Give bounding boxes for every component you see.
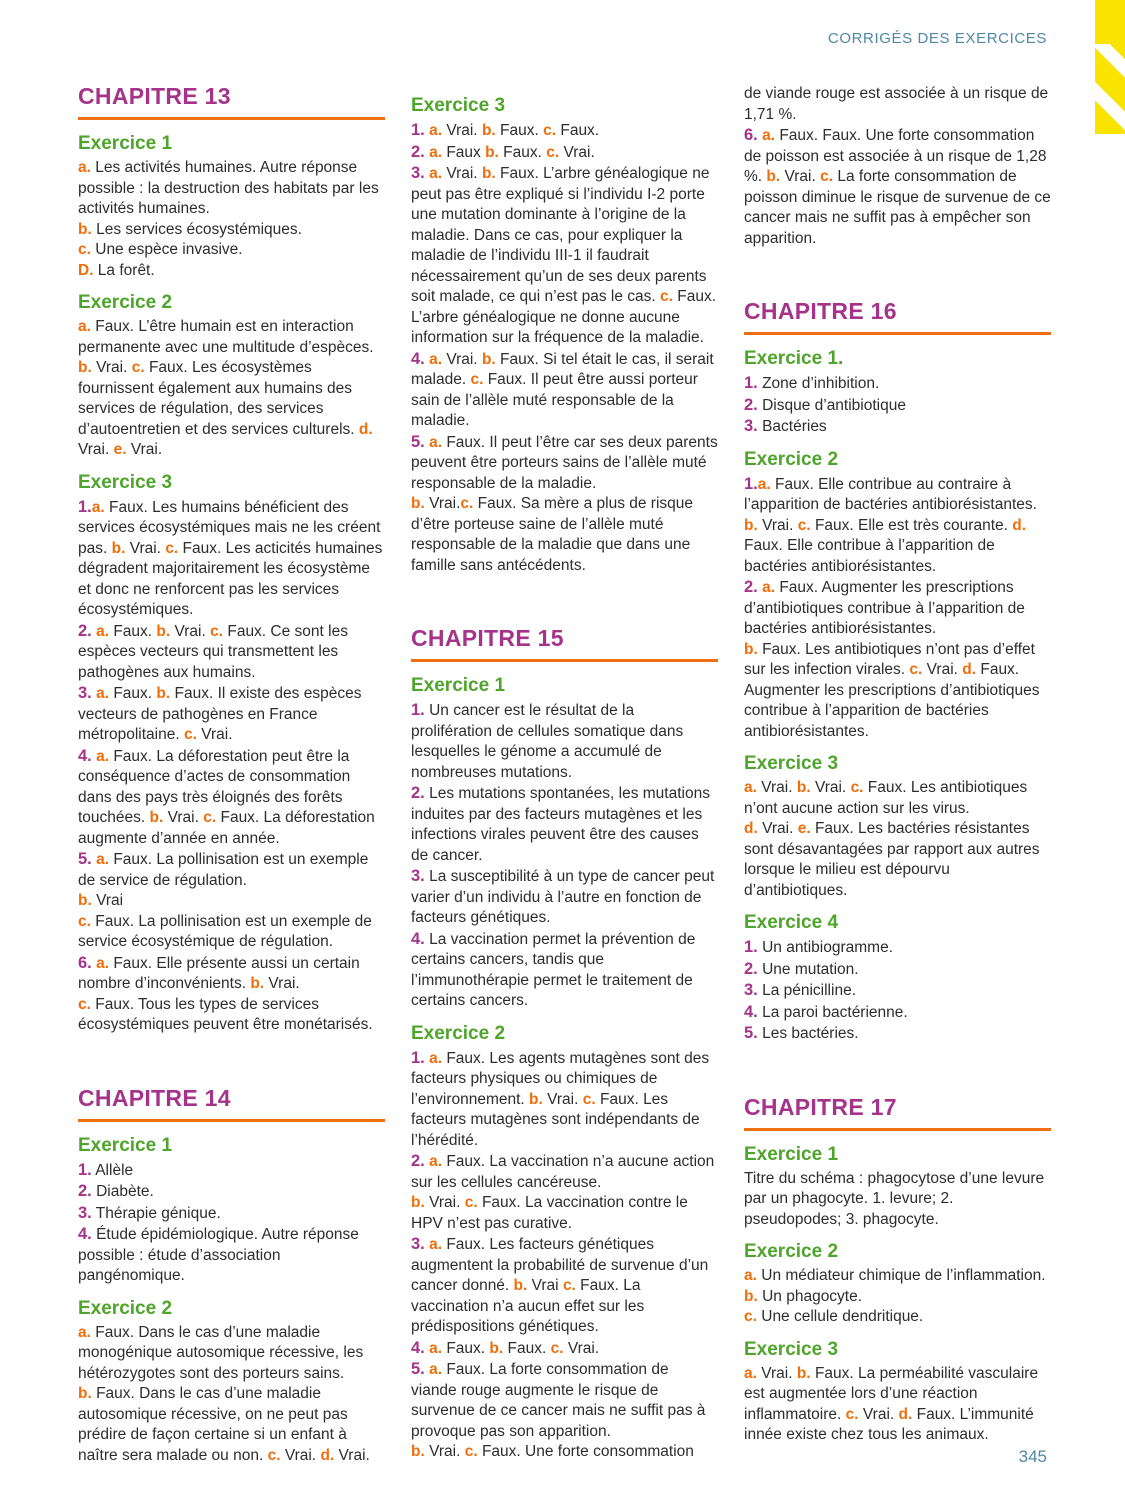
answer-letter: a. (744, 779, 757, 796)
answer-paragraph: 5. a. Faux. La pollinisation est un exemple de service de régulation. (78, 850, 369, 889)
answer-letter: c. (267, 1446, 281, 1464)
answer-letter: a. (762, 127, 776, 144)
answer-number: 3. (78, 1203, 92, 1222)
answer-letter: c. (543, 122, 557, 139)
answer-letter: d. (358, 420, 373, 438)
answer-paragraph: 5. Les bactéries. (744, 1024, 859, 1042)
answer-letter: a. (429, 433, 443, 451)
exercise-heading: Exercice 2 (78, 1297, 173, 1319)
answer-number: 1. (411, 121, 425, 139)
answer-paragraph: 1. Un antibiogramme. (744, 938, 894, 956)
answer-letter: c. (203, 809, 217, 826)
answer-letter: c. (562, 1277, 576, 1294)
answer-letter: b. (744, 516, 758, 534)
exercise-heading: Exercice 3 (744, 753, 839, 774)
answer-letter: b. (111, 539, 126, 557)
answer-letter: c. (78, 241, 91, 258)
answer-paragraph: d. Vrai. e. Faux. Les bactéries résistantes sont désavantagées par rapport aux autres lorsque le milieu est dépourvu d’antibiotiques. (744, 820, 1040, 899)
answer-letter: a. (429, 165, 443, 182)
answer-letter: b. (411, 495, 425, 512)
answer-letter: c. (131, 359, 145, 376)
answer-paragraph: 3. La susceptibilité à un type de cancer peut varier d’un individu à l’autre en fonction de facteurs génétiques. (411, 867, 715, 926)
exercise-heading: Exercice 3 (78, 471, 173, 493)
answer-paragraph: 4. La vaccination permet la prévention de certains cancers, tandis que l’immunothérapie permet le traitement de certains cancers. (411, 929, 696, 1009)
exercise-heading: Exercice 1. (744, 348, 844, 369)
answer-paragraph: a. Un médiateur chimique de l’inflammation. b. Un phagocyte. (744, 1267, 1046, 1305)
answer-paragraph: b. Vrai. c. Faux. La vaccination contre le HPV n’est pas curative. (411, 1194, 688, 1232)
answer-letter: a. (96, 954, 110, 972)
answer-number: 5. (411, 1360, 425, 1378)
answer-paragraph: a. Vrai. b. Vrai. c. Faux. Les antibiotiques n’ont aucune action sur les virus. (744, 779, 1028, 817)
answer-paragraph: 6. a. Faux. Faux. Une forte consommation de poisson est associée à un risque de 1,28 %. b. Vrai. c. La forte consommation de poisson diminue le risque de survenue de ce cancer mais ne suffit pas à empêcher son apparition. (744, 126, 1051, 247)
answer-letter: b. (481, 122, 496, 139)
answer-letter: a. (429, 1339, 443, 1357)
answer-letter: c. (460, 495, 474, 512)
answer-letter: c. (183, 726, 197, 743)
answer-number: 2. (411, 1152, 425, 1170)
answer-paragraph: b. Faux. Les antibiotiques n’ont pas d’effet sur les infection virales. c. Vrai. d. Faux. Augmenter les prescriptions d’antibiotiques contribue à l’apparition de bactéries antibiorésistantes. (744, 640, 1040, 740)
answer-letter: a. (762, 579, 776, 596)
answer-paragraph: a. Faux. L’être humain est en interaction permanente avec une multitude d’espèces. b. Vrai. c. Faux. Les écosystèmes fournissent également aux humains des services de régulation, des services d’autoentretien et des services culturels. d. Vrai. e. Vrai. (78, 318, 374, 458)
exercise-heading: Exercice 2 (744, 1241, 839, 1262)
answer-paragraph: 3. Thérapie génique. (78, 1203, 221, 1222)
answer-paragraph: 2. a. Faux. b. Vrai. c. Faux. Ce sont les espèces vecteurs qui transmettent les pathogènes aux humains. (78, 621, 348, 681)
answer-number: 5. (411, 432, 425, 451)
answer-number: 4. (744, 1002, 758, 1021)
answer-letter: d. (1012, 516, 1027, 534)
answer-letter: b. (489, 1339, 504, 1357)
answer-letter: c. (78, 995, 91, 1013)
answer-paragraph: 2. a. Faux. Augmenter les prescriptions d’antibiotiques contribue à l’apparition de bactéries antibiorésistantes. (744, 578, 1025, 637)
exercise-heading: Exercice 2 (744, 448, 839, 470)
answer-paragraph: 2. Une mutation. (744, 959, 859, 978)
answer-number: 3. (78, 684, 92, 702)
answer-number: 1. (78, 1160, 92, 1179)
answer-paragraph: a. Faux. Dans le cas d’une maladie monogénique autosomique récessive, les hétérozygotes sont des porteurs sains. (78, 1323, 364, 1382)
answer-number: 3. (411, 867, 425, 885)
answer-number: 4. (411, 929, 425, 948)
exercise-heading: Exercice 3 (411, 95, 506, 116)
answer-letter: c. (909, 661, 923, 678)
ribbon-stripes-icon (1095, 0, 1125, 134)
answer-paragraph: b. Vrai (78, 892, 124, 909)
answer-paragraph: b. Vrai.c. Faux. Sa mère a plus de risque d’être porteuse saine de l’allèle muté responsable de la maladie que dans une famille sans antécédents. (411, 495, 694, 574)
answer-paragraph: a. Les activités humaines. Autre réponse possible : la destruction des habitats par les activités humaines. (78, 159, 379, 217)
exercise-heading: Exercice 1 (411, 675, 506, 696)
answer-paragraph: 4. a. Faux. La déforestation peut être la conséquence d’actes de consommation dans des pays très éloignés des forêts touchées. b. Vrai. c. Faux. La déforestation augmente d’année en année. (78, 746, 375, 847)
answer-letter: c. (546, 143, 560, 161)
answer-paragraph: c. Faux. Tous les types de services écosystémiques peuvent être monétarisés. (78, 995, 373, 1033)
answer-letter: c. (744, 1308, 757, 1325)
answer-letter: b. (250, 975, 265, 992)
answer-letter: b. (796, 1364, 811, 1382)
answer-paragraph: de viande rouge est associée à un risque de 1,71 %. (744, 85, 1049, 123)
answer-letter: b. (78, 220, 92, 238)
answer-number: 1. (411, 701, 425, 719)
chapter-heading: CHAPITRE 14 (78, 1086, 385, 1122)
answer-number: 2. (744, 395, 758, 414)
answer-paragraph: D. La forêt. (78, 261, 155, 279)
answer-paragraph: 4. a. Faux. b. Faux. c. Vrai. (411, 1338, 600, 1357)
answer-letter: c. (582, 1090, 596, 1108)
answer-letter: b. (411, 1443, 425, 1460)
answer-paragraph: 1.a. Faux. Les humains bénéficient des services écosystémiques mais ne les créent pas. b. Vrai. c. Faux. Les acticités humaines dégradent majoritairement les écosystème et donc ne renforcent pas les services écosystémiques. (78, 497, 383, 618)
content-columns (78, 84, 1051, 1466)
answer-letter: d. (744, 820, 758, 837)
answer-letter: c. (464, 1194, 478, 1211)
answer-number: 5. (744, 1024, 758, 1042)
answer-number: 3. (744, 417, 758, 435)
answer-number: 1. (78, 497, 92, 516)
answer-letter: D. (78, 261, 94, 279)
answer-letter: b. (744, 640, 758, 658)
answer-letter: c. (797, 516, 811, 534)
exercise-heading: Exercice 1 (744, 1143, 839, 1165)
answer-letter: d. (320, 1446, 335, 1464)
answer-letter: c. (660, 288, 673, 305)
answer-number: 3. (411, 1235, 425, 1253)
exercise-heading: Exercice 3 (744, 1338, 839, 1360)
answer-letter: a. (429, 1153, 443, 1170)
answer-paragraph: 3. La pénicilline. (744, 981, 856, 999)
answer-number: 2. (78, 1182, 92, 1200)
chapter-heading: CHAPITRE 16 (744, 299, 1051, 335)
answer-paragraph: 1. Un cancer est le résultat de la prolifération de cellules somatique dans lesquelles le génome a accumulé de nombreuses mutations. (411, 701, 684, 781)
answer-letter: a. (429, 143, 443, 161)
answer-letter: a. (96, 622, 110, 640)
answer-paragraph: 3. a. Faux. Les facteurs génétiques augmentent la probabilité de survenue d’un cancer donné. b. Vrai c. Faux. La vaccination n’a aucun effet sur les prédispositions génétiques. (411, 1235, 709, 1335)
answer-paragraph: 3. Bactéries (744, 417, 827, 435)
answer-paragraph: c. Une espèce invasive. (78, 241, 243, 258)
answer-number: 1. (411, 1048, 425, 1067)
answer-paragraph: b. Faux. Dans le cas d’une maladie autosomique récessive, on ne peut pas prédire de façon certaine si un enfant à naître sera malade ou non. c. Vrai. d. Vrai. (78, 1385, 370, 1464)
answer-number: 2. (744, 578, 758, 596)
answer-letter: b. (411, 1194, 425, 1211)
answer-letter: b. (529, 1090, 543, 1108)
answer-paragraph: 3. a. Faux. b. Faux. Il existe des espèces vecteurs de pathogènes en France métropolitaine. c. Vrai. (78, 684, 362, 743)
answer-letter: b. (78, 359, 92, 376)
column-2 (411, 84, 718, 1466)
answer-number: 4. (411, 349, 425, 368)
answer-paragraph: 1. Zone d’inhibition. (744, 374, 880, 392)
answer-letter: a. (744, 1364, 757, 1382)
answer-paragraph: 1.a. Faux. Elle contribue au contraire à l’apparition de bactéries antibiorésistantes. b. Vrai. c. Faux. Elle est très courante. d. Faux. Elle contribue à l’apparition de bactéries antibiorésistantes. (744, 474, 1037, 575)
answer-paragraph: b. Les services écosystémiques. (78, 220, 302, 238)
running-head: CORRIGÉS DES EXERCICES (827, 30, 1047, 47)
answer-letter: b. (149, 809, 164, 826)
answer-paragraph: 6. a. Faux. Elle présente aussi un certain nombre d’inconvénients. b. Vrai. (78, 953, 360, 992)
answer-paragraph: 1. Allèle (78, 1160, 134, 1179)
answer-letter: b. (481, 165, 496, 182)
answer-letter: a. (429, 350, 443, 368)
column-3 (744, 84, 1051, 1466)
answer-letter: e. (113, 441, 127, 458)
answer-number: 4. (78, 746, 92, 765)
answer-paragraph: 2. a. Faux b. Faux. c. Vrai. (411, 142, 595, 161)
answer-letter: e. (797, 820, 811, 837)
answer-letter: c. (845, 1405, 859, 1423)
answer-number: 1. (744, 374, 758, 392)
answer-number: 3. (744, 981, 758, 999)
answer-letter: a. (429, 1049, 443, 1067)
answer-number: 2. (411, 142, 425, 161)
answer-letter: a. (757, 475, 771, 493)
answer-letter: b. (513, 1277, 528, 1294)
answer-letter: c. (78, 912, 91, 930)
answer-letter: c. (850, 779, 864, 796)
answer-paragraph: a. Vrai. b. Faux. La perméabilité vasculaire est augmentée lors d’une réaction inflammatoire. c. Vrai. d. Faux. L’immunité innée existe chez tous les animaux. (744, 1364, 1039, 1443)
answer-paragraph: 4. Étude épidémiologique. Autre réponse possible : étude d’association pangénomique. (78, 1225, 359, 1284)
column-1 (78, 84, 385, 1466)
answer-letter: a. (91, 498, 105, 516)
answer-letter: a. (78, 318, 91, 335)
answer-letter: c. (210, 622, 224, 640)
exercise-heading: Exercice 4 (744, 912, 839, 933)
answer-letter: a. (96, 685, 110, 702)
answer-letter: a. (744, 1267, 757, 1284)
answer-letter: b. (156, 685, 171, 702)
answer-paragraph: 3. a. Vrai. b. Faux. L’arbre généalogique ne peut pas être expliqué si l’individu I-2 porte une mutation dominante à l’origine de la maladie. Dans ce cas, pour expliquer la maladie de l’individu III-1 il faudrait nécessairement qu’un de ses deux parents soit malade, ce qui n’est pas le cas. c. Faux. L’arbre généalogique ne donne aucune information sur la fréquence de la maladie. (411, 164, 717, 346)
answer-paragraph: c. Une cellule dendritique. (744, 1308, 924, 1325)
answer-letter: d. (898, 1405, 913, 1423)
exercise-heading: Exercice 1 (78, 1134, 173, 1156)
answer-paragraph: 4. a. Vrai. b. Faux. Si tel était le cas, il serait malade. c. Faux. Il peut être aussi porteur sain de l’allèle muté responsable de la maladie. (411, 349, 714, 429)
answer-paragraph: 2. Diabète. (78, 1182, 154, 1200)
exercise-heading: Exercice 1 (78, 133, 173, 154)
answer-letter: c. (550, 1339, 564, 1357)
answer-number: 1. (744, 938, 758, 956)
exercise-heading: Exercice 2 (411, 1022, 506, 1044)
answer-letter: a. (96, 747, 110, 765)
answer-paragraph: 2. Les mutations spontanées, les mutations induites par des facteurs mutagènes et les infections virales peuvent être des causes de cancer. (411, 784, 710, 864)
answer-paragraph: 1. a. Faux. Les agents mutagènes sont des facteurs physiques ou chimiques de l’environnement. b. Vrai. c. Faux. Les facteurs mutagènes sont indépendants de l’hérédité. (411, 1048, 710, 1149)
chapter-heading: CHAPITRE 15 (411, 626, 718, 662)
answer-letter: b. (78, 1385, 92, 1402)
answer-letter: b. (744, 1287, 758, 1305)
answer-paragraph: 2. a. Faux. La vaccination n’a aucune action sur les cellules cancéreuse. (411, 1152, 715, 1191)
answer-number: 1. (744, 474, 758, 493)
answer-paragraph: 5. a. Faux. La forte consommation de viande rouge augmente le risque de survenue de ce cancer mais ne suffit pas à provoque pas son apparition. (411, 1360, 706, 1440)
answer-letter: c. (165, 539, 179, 557)
answer-letter: a. (429, 122, 443, 139)
answer-paragraph: 1. a. Vrai. b. Faux. c. Faux. (411, 121, 600, 139)
answer-number: 4. (78, 1225, 92, 1243)
answer-paragraph: 4. La paroi bactérienne. (744, 1002, 908, 1021)
answer-paragraph: 2. Disque d’antibiotique (744, 395, 906, 414)
answer-paragraph: b. Vrai. c. Faux. Une forte consommation (411, 1443, 694, 1460)
answer-paragraph: Titre du schéma : phagocytose d’une levure par un phagocyte. 1. levure; 2. pseudopodes; 3. phagocyte. (744, 1169, 1045, 1228)
answer-letter: b. (78, 892, 92, 909)
answer-letter: c. (464, 1443, 478, 1460)
page-number: 345 (1018, 1447, 1047, 1466)
answer-letter: b. (766, 168, 781, 185)
answer-number: 6. (744, 126, 758, 144)
answer-letter: a. (429, 1361, 443, 1378)
answer-letter: b. (796, 779, 811, 796)
chapter-heading: CHAPITRE 17 (744, 1095, 1051, 1131)
answer-letter: a. (78, 1323, 91, 1341)
chapter-heading: CHAPITRE 13 (78, 84, 385, 120)
answer-letter: b. (485, 143, 499, 161)
exercise-heading: Exercice 2 (78, 292, 173, 313)
answer-number: 4. (411, 1338, 425, 1357)
answer-number: 6. (78, 953, 92, 972)
answer-paragraph: 5. a. Faux. Il peut l’être car ses deux parents peuvent être porteurs sains de l’allèle muté responsable de la maladie. (411, 432, 718, 492)
answer-letter: b. (156, 622, 171, 640)
answer-number: 2. (411, 784, 425, 802)
answer-letter: d. (962, 661, 977, 678)
answer-paragraph: c. Faux. La pollinisation est un exemple de service écosystémique de régulation. (78, 912, 372, 950)
answer-letter: a. (96, 851, 110, 868)
answer-number: 5. (78, 850, 92, 868)
answer-letter: b. (481, 350, 496, 368)
answer-number: 3. (411, 164, 425, 182)
answer-letter: c. (820, 168, 834, 185)
answer-letter: a. (429, 1236, 443, 1253)
answer-number: 2. (744, 959, 758, 978)
answer-letter: a. (78, 159, 91, 176)
answer-letter: c. (470, 371, 484, 388)
answer-number: 2. (78, 621, 92, 640)
